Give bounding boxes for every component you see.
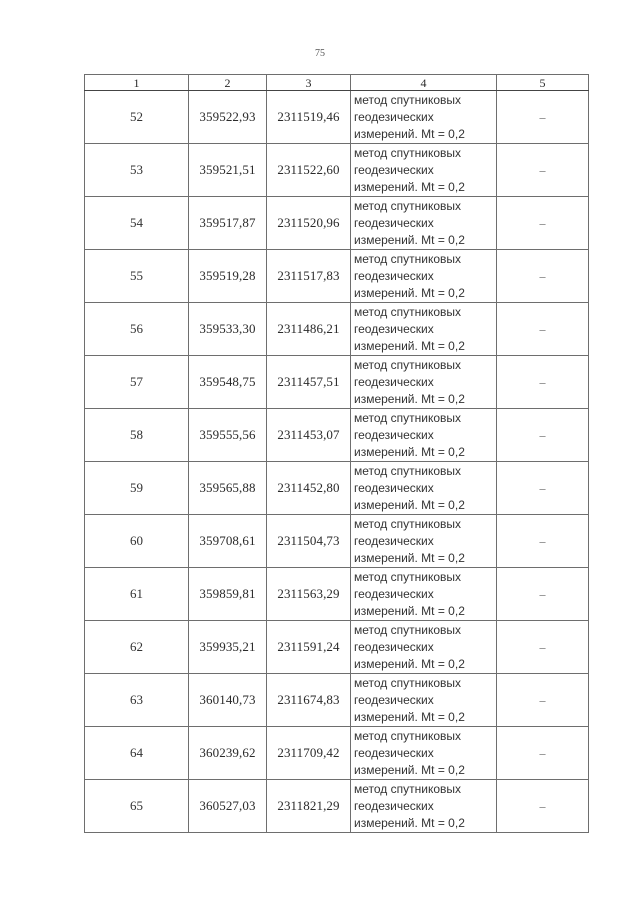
y-coordinate-cell: 2311709,42 — [267, 727, 351, 780]
method-cell: метод спутниковых геодезических измерений. Mt = 0,2 — [351, 144, 497, 197]
y-coordinate-cell: 2311517,83 — [267, 250, 351, 303]
point-number-cell: 58 — [85, 409, 189, 462]
x-coordinate-cell: 359859,81 — [189, 568, 267, 621]
note-cell: – — [497, 780, 589, 833]
method-cell: метод спутниковых геодезических измерений. Mt = 0,2 — [351, 91, 497, 144]
y-coordinate-cell: 2311453,07 — [267, 409, 351, 462]
page-number: 75 — [315, 48, 325, 59]
x-coordinate-cell: 360140,73 — [189, 674, 267, 727]
method-cell: метод спутниковых геодезических измерений. Mt = 0,2 — [351, 780, 497, 833]
table-row — [85, 303, 589, 356]
note-cell: – — [497, 356, 589, 409]
note-cell: – — [497, 727, 589, 780]
method-cell: метод спутниковых геодезических измерений. Mt = 0,2 — [351, 727, 497, 780]
column-header: 4 — [351, 75, 497, 91]
method-cell: метод спутниковых геодезических измерений. Mt = 0,2 — [351, 462, 497, 515]
method-cell: метод спутниковых геодезических измерений. Mt = 0,2 — [351, 621, 497, 674]
table-row — [85, 674, 589, 727]
y-coordinate-cell: 2311504,73 — [267, 515, 351, 568]
method-cell: метод спутниковых геодезических измерений. Mt = 0,2 — [351, 197, 497, 250]
method-cell: метод спутниковых геодезических измерений. Mt = 0,2 — [351, 356, 497, 409]
point-number-cell: 62 — [85, 621, 189, 674]
y-coordinate-cell: 2311457,51 — [267, 356, 351, 409]
x-coordinate-cell: 360239,62 — [189, 727, 267, 780]
note-cell: – — [497, 144, 589, 197]
method-cell: метод спутниковых геодезических измерений. Mt = 0,2 — [351, 303, 497, 356]
method-cell: метод спутниковых геодезических измерений. Mt = 0,2 — [351, 674, 497, 727]
table-row — [85, 91, 589, 144]
x-coordinate-cell: 359708,61 — [189, 515, 267, 568]
note-cell: – — [497, 197, 589, 250]
table-row — [85, 462, 589, 515]
y-coordinate-cell: 2311591,24 — [267, 621, 351, 674]
method-cell: метод спутниковых геодезических измерений. Mt = 0,2 — [351, 568, 497, 621]
method-cell: метод спутниковых геодезических измерений. Mt = 0,2 — [351, 409, 497, 462]
y-coordinate-cell: 2311486,21 — [267, 303, 351, 356]
column-header: 3 — [267, 75, 351, 91]
point-number-cell: 52 — [85, 91, 189, 144]
x-coordinate-cell: 359548,75 — [189, 356, 267, 409]
point-number-cell: 59 — [85, 462, 189, 515]
y-coordinate-cell: 2311674,83 — [267, 674, 351, 727]
table-row — [85, 515, 589, 568]
table-row — [85, 780, 589, 833]
table-header-row — [85, 75, 589, 91]
table-row — [85, 621, 589, 674]
note-cell: – — [497, 91, 589, 144]
method-cell: метод спутниковых геодезических измерений. Mt = 0,2 — [351, 250, 497, 303]
column-header: 5 — [497, 75, 589, 91]
column-header: 2 — [189, 75, 267, 91]
point-number-cell: 57 — [85, 356, 189, 409]
point-number-cell: 64 — [85, 727, 189, 780]
x-coordinate-cell: 359522,93 — [189, 91, 267, 144]
point-number-cell: 65 — [85, 780, 189, 833]
x-coordinate-cell: 359565,88 — [189, 462, 267, 515]
method-cell: метод спутниковых геодезических измерений. Mt = 0,2 — [351, 515, 497, 568]
point-number-cell: 54 — [85, 197, 189, 250]
y-coordinate-cell: 2311522,60 — [267, 144, 351, 197]
coordinates-table — [84, 74, 589, 833]
table-row — [85, 356, 589, 409]
column-header: 1 — [85, 75, 189, 91]
note-cell: – — [497, 409, 589, 462]
point-number-cell: 60 — [85, 515, 189, 568]
note-cell: – — [497, 462, 589, 515]
point-number-cell: 56 — [85, 303, 189, 356]
y-coordinate-cell: 2311821,29 — [267, 780, 351, 833]
point-number-cell: 63 — [85, 674, 189, 727]
point-number-cell: 53 — [85, 144, 189, 197]
table-row — [85, 144, 589, 197]
table-row — [85, 250, 589, 303]
note-cell: – — [497, 515, 589, 568]
table-row — [85, 568, 589, 621]
x-coordinate-cell: 359519,28 — [189, 250, 267, 303]
x-coordinate-cell: 359935,21 — [189, 621, 267, 674]
table-row — [85, 727, 589, 780]
x-coordinate-cell: 360527,03 — [189, 780, 267, 833]
x-coordinate-cell: 359517,87 — [189, 197, 267, 250]
y-coordinate-cell: 2311563,29 — [267, 568, 351, 621]
note-cell: – — [497, 621, 589, 674]
x-coordinate-cell: 359521,51 — [189, 144, 267, 197]
x-coordinate-cell: 359533,30 — [189, 303, 267, 356]
y-coordinate-cell: 2311520,96 — [267, 197, 351, 250]
note-cell: – — [497, 250, 589, 303]
y-coordinate-cell: 2311519,46 — [267, 91, 351, 144]
table-row — [85, 197, 589, 250]
point-number-cell: 61 — [85, 568, 189, 621]
note-cell: – — [497, 568, 589, 621]
table-row — [85, 409, 589, 462]
note-cell: – — [497, 674, 589, 727]
point-number-cell: 55 — [85, 250, 189, 303]
y-coordinate-cell: 2311452,80 — [267, 462, 351, 515]
x-coordinate-cell: 359555,56 — [189, 409, 267, 462]
note-cell: – — [497, 303, 589, 356]
